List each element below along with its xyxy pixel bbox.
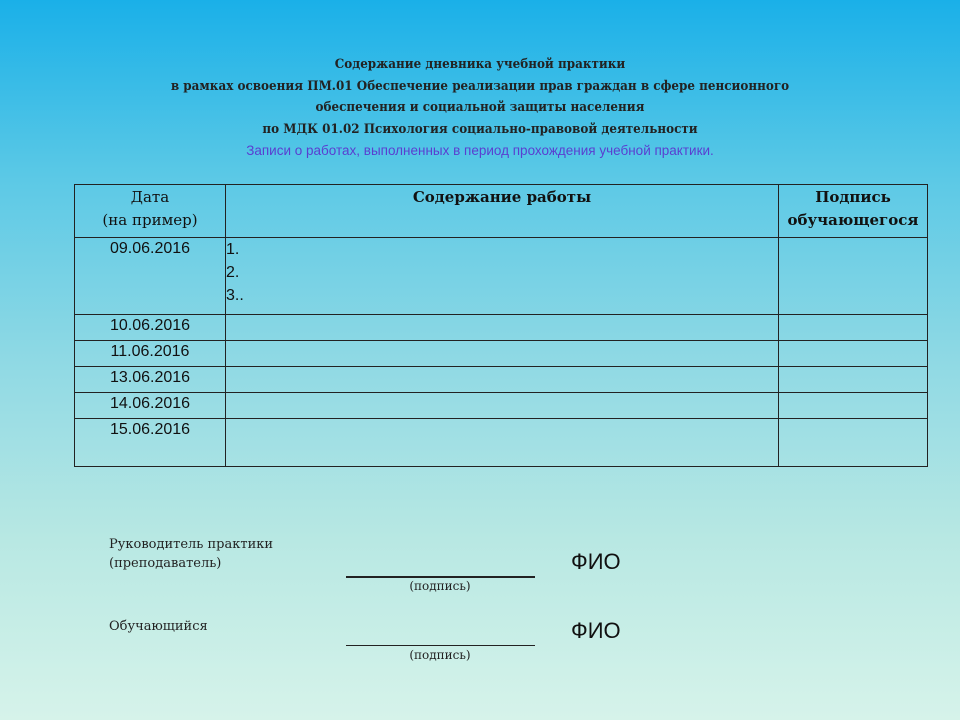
table-row: [75, 367, 928, 393]
signature-header-line-2: обучающегося: [787, 211, 919, 229]
supervisor-label: [109, 535, 273, 573]
supervisor-fio: ФИО: [571, 549, 621, 574]
table-row: [75, 341, 928, 367]
heading-line-4: по МДК 01.02 Психология социально-правовой деятельности: [262, 121, 698, 137]
supervisor-label-line-1: Руководитель практики: [109, 537, 274, 552]
signature-cell[interactable]: [779, 419, 928, 467]
table-header-row: [75, 185, 928, 238]
content-header-label: Содержание работы: [412, 188, 592, 206]
content-column-header: [226, 185, 779, 238]
date-cell: 09.06.2016: [75, 238, 226, 315]
date-cell: 15.06.2016: [75, 419, 226, 467]
heading-line-2: в рамках освоения ПМ.01 Обеспечение реализации прав граждан в сфере пенсионного: [170, 78, 790, 94]
date-header-line-1: Дата: [130, 188, 170, 206]
supervisor-signature-caption: (подпись): [409, 579, 471, 593]
date-cell: 14.06.2016: [75, 393, 226, 419]
table-row: [75, 419, 928, 467]
supervisor-label-line-2: (преподаватель): [109, 556, 222, 571]
date-header-line-2: (на пример): [102, 211, 198, 229]
date-column-header: [75, 185, 226, 238]
heading-line-3: обеспечения и социальной защиты населения: [315, 100, 645, 115]
work-content-cell[interactable]: [226, 238, 779, 315]
table-row: [75, 315, 928, 341]
heading-subtitle: Записи о работах, выполненных в период прохождения учебной практики.: [246, 143, 714, 158]
work-content-cell[interactable]: [226, 315, 779, 341]
work-content-cell[interactable]: [226, 419, 779, 467]
signature-cell[interactable]: [779, 238, 928, 315]
work-content-cell[interactable]: [226, 367, 779, 393]
student-label: Обучающийся: [109, 619, 208, 634]
signature-cell[interactable]: [779, 367, 928, 393]
student-fio: ФИО: [571, 618, 621, 643]
signature-header-line-1: Подпись: [815, 188, 891, 206]
table-row: [75, 393, 928, 419]
student-signature-line[interactable]: [346, 645, 535, 646]
signature-cell[interactable]: [779, 393, 928, 419]
signature-cell[interactable]: [779, 341, 928, 367]
signature-column-header: [779, 185, 928, 238]
date-cell: 10.06.2016: [75, 315, 226, 341]
work-item: 2.: [226, 264, 240, 281]
date-cell: 13.06.2016: [75, 367, 226, 393]
work-content-cell[interactable]: [226, 341, 779, 367]
student-signature-caption: (подпись): [409, 648, 471, 662]
table-row: [75, 238, 928, 315]
work-item: 3..: [226, 287, 244, 304]
heading-line-1: Содержание дневника учебной практики: [334, 57, 626, 72]
document-heading: [0, 54, 960, 162]
date-cell: 11.06.2016: [75, 341, 226, 367]
supervisor-signature-line[interactable]: [346, 576, 535, 578]
diary-table: [74, 184, 928, 467]
work-item: 1.: [226, 241, 240, 258]
work-content-cell[interactable]: [226, 393, 779, 419]
signature-cell[interactable]: [779, 315, 928, 341]
